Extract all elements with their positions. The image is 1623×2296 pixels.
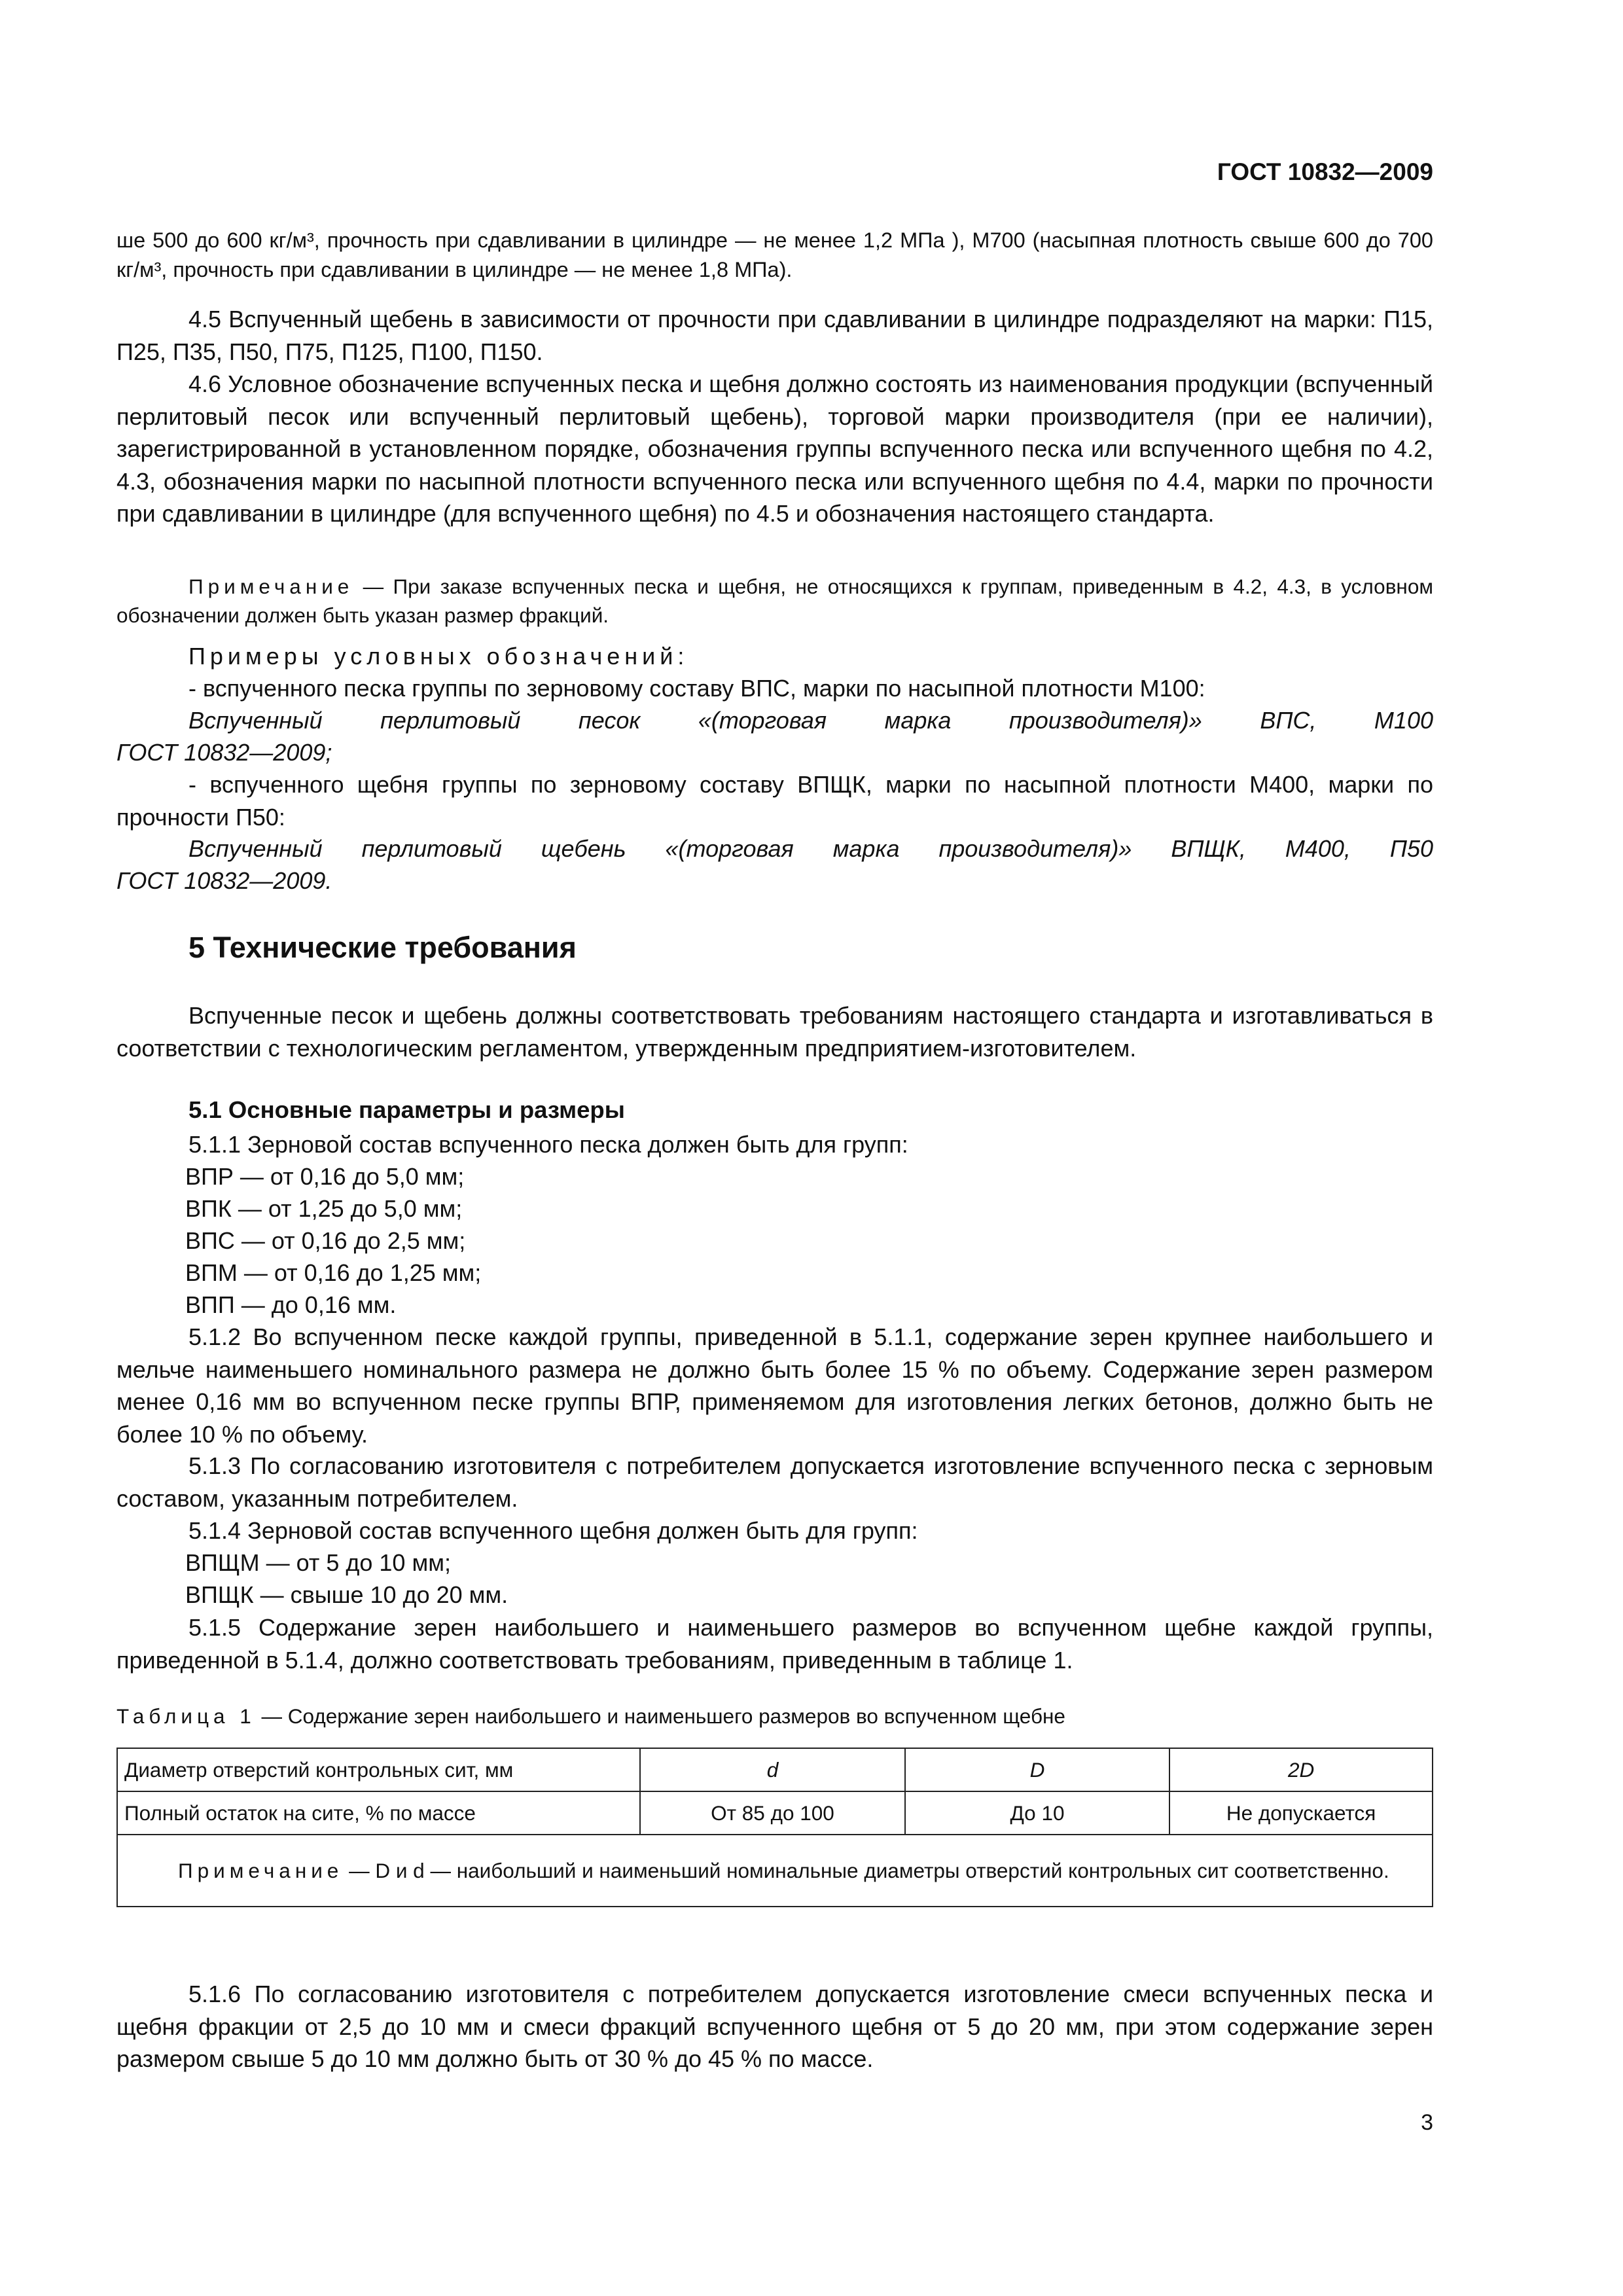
paragraph-5-1-6: 5.1.6 По согласованию изготовителя с потребителем допускается изготовление смеси вспученных песка и щебня фракции от 2,5 до 10 мм и смеси фракций вспученного щебня от 5 до 20 мм, при этом содержание зерен размером свыше 5 до 10 мм должно быть от 30 % до 45 % по массе. <box>116 1981 1433 2072</box>
table-cell: Полный остаток на сите, % по массе <box>117 1791 640 1835</box>
table1-caption-label: Таблица 1 <box>116 1704 256 1728</box>
section5-title: 5 Технические требования <box>188 931 577 964</box>
note-text: — При заказе вспученных песка и щебня, не относящихся к группам, приведенным в 4.2, 4.3, в условном обозначении должен быть указан размер фракций. <box>116 575 1433 627</box>
table-row <box>117 1748 1433 1791</box>
paragraph-4-6: 4.6 Условное обозначение вспученных песка и щебня должно состоять из наименования продукции (вспученный перлитовый песок или вспученный перлитовый щебень), торговой марки производителя (при ее наличии), зарегистрированной в установленном порядке, обозначения группы вспученного песка или вспученного щебня по 4.2, 4.3, обозначения марки по насыпной плотности вспученного песка или вспученного щебня по 4.4, марки по прочности при сдавливании в цилиндре (для вспученного щебня) по 4.5 и обозначения настоящего стандарта. <box>116 370 1433 527</box>
example2-line2: ГОСТ 10832—2009. <box>116 867 332 894</box>
table-cell: От 85 до 100 <box>640 1791 905 1835</box>
table-cell: d <box>640 1748 905 1791</box>
table-cell: До 10 <box>905 1791 1170 1835</box>
continued-paragraph: ше 500 до 600 кг/м³, прочность при сдавливании в цилиндре — не менее 1,2 МПа ), М700 (насыпная плотность свыше 600 до 700 кг/м³, прочность при сдавливании в цилиндре — не менее 1,8 МПа). <box>116 228 1433 281</box>
table1-caption <box>116 1702 1433 1731</box>
paragraph-4-5: 4.5 Вспученный щебень в зависимости от прочности при сдавливании в цилиндре подразделяют на марки: П15, П25, П35, П50, П75, П125, П100, П150. <box>116 306 1433 365</box>
example1-line1: Вспученный перлитовый песок «(торговая марка производителя)» ВПС, М100 <box>188 707 1433 734</box>
gravel-group-item: ВПЩК — свыше 10 до 20 мм. <box>185 1581 508 1608</box>
example2-line1: Вспученный перлитовый щебень «(торговая марка производителя)» ВПЩК, М400, П50 <box>188 835 1433 862</box>
table1-note <box>117 1835 1433 1907</box>
example1-line2: ГОСТ 10832—2009; <box>116 739 332 766</box>
paragraph-5-1-4: 5.1.4 Зерновой состав вспученного щебня должен быть для групп: <box>188 1517 918 1544</box>
gravel-group-item: ВПЩМ — от 5 до 10 мм; <box>185 1549 451 1576</box>
table1-note-label: Примечание <box>178 1859 344 1882</box>
table-row <box>117 1791 1433 1835</box>
sand-group-item: ВПМ — от 0,16 до 1,25 мм; <box>185 1259 482 1286</box>
sand-group-item: ВПП — до 0,16 мм. <box>185 1291 397 1318</box>
table-row <box>117 1835 1433 1907</box>
table1-caption-text: — Содержание зерен наибольшего и наименьшего размеров во вспученном щебне <box>255 1704 1065 1728</box>
paragraph-5-1-2: 5.1.2 Во вспученном песке каждой группы, приведенной в 5.1.1, содержание зерен крупнее наибольшего и мельче наименьшего номинального размера не должно быть более 15 % по объему. Содержание зерен размером менее 0,16 мм во вспученном песке группы ВПР, применяемом для изготовления легких бетонов, должно быть не более 10 % по объему. <box>116 1323 1433 1448</box>
note-label: Примечание <box>188 575 354 598</box>
table1-note-text: — D и d — наибольший и наименьший номинальные диаметры отверстий контрольных сит соответственно. <box>343 1859 1389 1882</box>
table1 <box>116 1748 1433 1907</box>
paragraph-5-1-5: 5.1.5 Содержание зерен наибольшего и наименьшего размеров во вспученном щебне каждой группы, приведенной в 5.1.4, должно соответствовать требованиям, приведенным в таблице 1. <box>116 1614 1433 1674</box>
note-4-6 <box>116 572 1433 630</box>
section5-intro: Вспученные песок и щебень должны соответствовать требованиям настоящего стандарта и изготавливаться в соответствии с технологическим регламентом, утвержденным предприятием-изготовителем. <box>116 1002 1433 1062</box>
table-cell: Диаметр отверстий контрольных сит, мм <box>117 1748 640 1791</box>
table-cell: D <box>905 1748 1170 1791</box>
paragraph-5-1-3: 5.1.3 По согласованию изготовителя с потребителем допускается изготовление вспученного песка с зерновым составом, указанным потребителем. <box>116 1452 1433 1512</box>
standard-header: ГОСТ 10832—2009 <box>1217 158 1433 185</box>
table-cell: Не допускается <box>1169 1791 1433 1835</box>
sand-group-item: ВПР — от 0,16 до 5,0 мм; <box>185 1163 465 1190</box>
page-number: 3 <box>1421 2110 1433 2135</box>
example2-description: - вспученного щебня группы по зерновому составу ВПЩК, марки по насыпной плотности М400, марки по прочности П50: <box>116 771 1433 831</box>
subsection-5-1-title: 5.1 Основные параметры и размеры <box>188 1096 625 1123</box>
examples-title: Примеры условных обозначений: <box>188 643 689 670</box>
sand-group-item: ВПС — от 0,16 до 2,5 мм; <box>185 1227 466 1254</box>
table-cell: 2D <box>1169 1748 1433 1791</box>
example1-description: - вспученного песка группы по зерновому составу ВПС, марки по насыпной плотности М100: <box>188 675 1205 702</box>
sand-group-item: ВПК — от 1,25 до 5,0 мм; <box>185 1195 463 1222</box>
paragraph-5-1-1: 5.1.1 Зерновой состав вспученного песка должен быть для групп: <box>188 1131 908 1158</box>
